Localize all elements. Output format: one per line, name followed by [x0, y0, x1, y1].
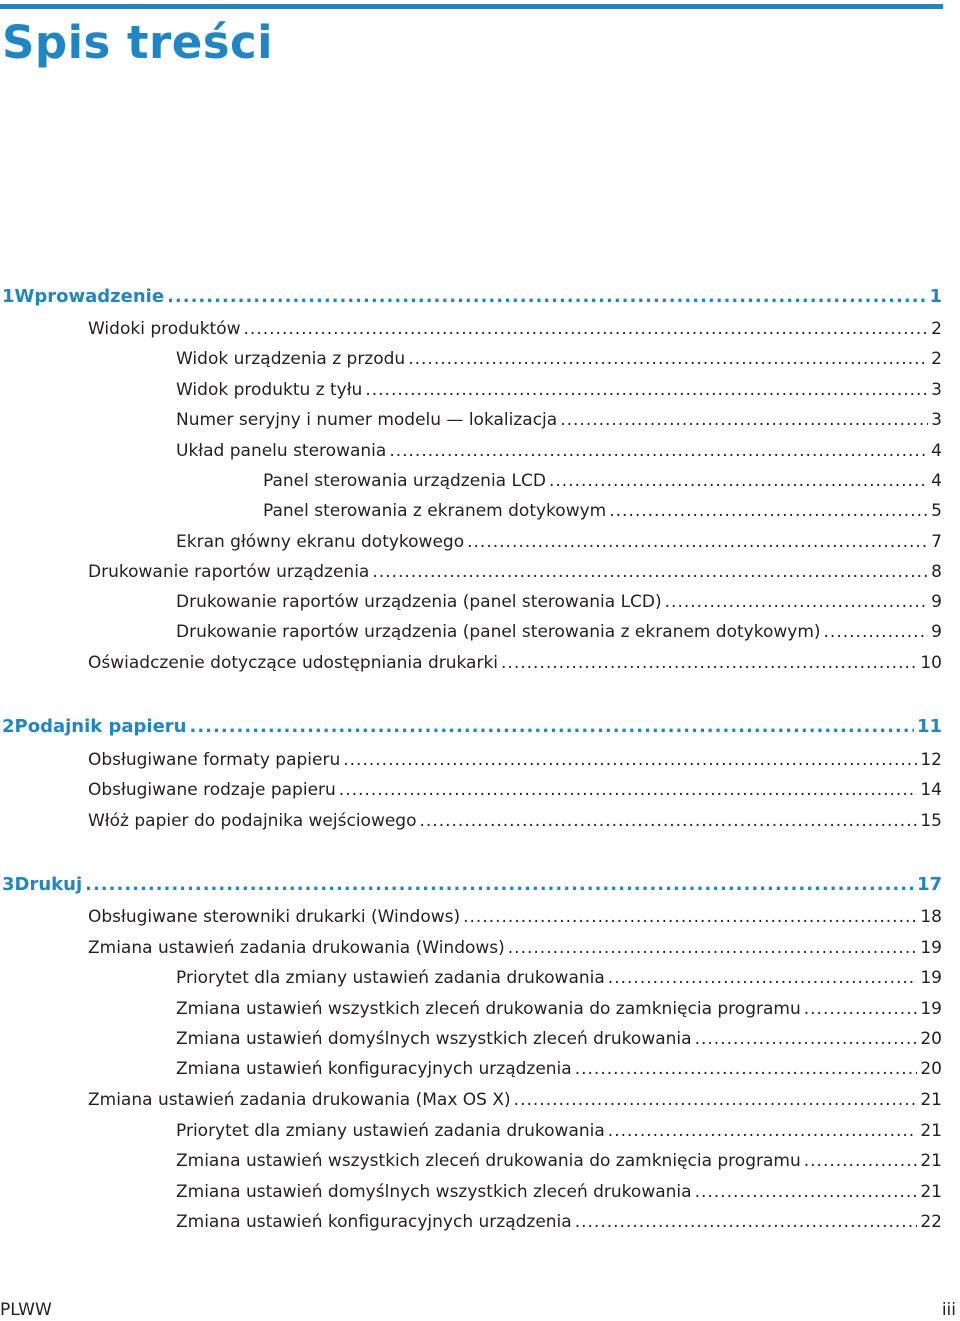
footer-label: PLWW: [0, 1300, 52, 1320]
dot-leader: [824, 619, 929, 645]
dot-leader: [804, 996, 918, 1022]
toc-page-number: 19: [920, 938, 942, 958]
chapter-number: 1: [2, 286, 15, 307]
page-title: Spis treści: [2, 16, 274, 69]
dot-leader: [408, 346, 928, 372]
toc-entry[interactable]: [176, 1118, 942, 1144]
toc-page-number: 19: [920, 968, 942, 988]
toc-page-number: 17: [916, 874, 942, 895]
toc-entry[interactable]: [88, 747, 942, 773]
dot-leader: [467, 529, 928, 555]
toc-entry-label: Ekran główny ekranu dotykowego: [176, 532, 465, 552]
toc-entry-label: Zmiana ustawień konfiguracyjnych urządzenia: [176, 1212, 572, 1232]
toc-entry[interactable]: [263, 498, 942, 524]
toc-page-number: 9: [931, 622, 942, 642]
dot-leader: [463, 904, 917, 930]
toc-page-number: 20: [920, 1059, 942, 1079]
toc-entry-label: Drukowanie raportów urządzenia (panel sterowania z ekranem dotykowym): [176, 622, 821, 642]
dot-leader: [575, 1209, 918, 1235]
toc-chapter-entry[interactable]: [2, 284, 942, 310]
toc-page-number: 19: [920, 999, 942, 1019]
toc-entry-label: Włóż papier do podajnika wejściowego: [88, 811, 417, 831]
toc-entry[interactable]: [263, 468, 942, 494]
dot-leader: [514, 1087, 918, 1113]
toc-entry[interactable]: [176, 1026, 942, 1052]
toc-page-number: 5: [931, 501, 942, 521]
toc-entry[interactable]: [88, 935, 942, 961]
toc-page-number: 1: [929, 286, 942, 307]
toc-entry[interactable]: [176, 589, 942, 615]
toc-entry[interactable]: [176, 438, 942, 464]
toc-page-number: 7: [931, 532, 942, 552]
toc-entry-label: Obsługiwane rodzaje papieru: [88, 780, 336, 800]
toc-entry[interactable]: [176, 377, 942, 403]
dot-leader: [508, 935, 918, 961]
toc-entry-label: Zmiana ustawień wszystkich zleceń drukowania do zamknięcia programu: [176, 1151, 801, 1171]
dot-leader: [575, 1056, 918, 1082]
dot-leader: [665, 589, 929, 615]
toc-entry[interactable]: [176, 965, 942, 991]
toc-page-number: 4: [931, 441, 942, 461]
toc-page-number: 2: [931, 319, 942, 339]
toc-entry[interactable]: [176, 619, 942, 645]
toc-entry-label: Zmiana ustawień domyślnych wszystkich zleceń drukowania: [176, 1029, 692, 1049]
toc-entry[interactable]: [88, 650, 942, 676]
dot-leader: [339, 777, 918, 803]
toc-page-number: 2: [931, 349, 942, 369]
dot-leader: [608, 965, 918, 991]
toc-chapter-entry[interactable]: [2, 872, 942, 898]
toc-page-number: 21: [920, 1151, 942, 1171]
toc-entry-label: Obsługiwane formaty papieru: [88, 750, 341, 770]
toc-entry-label: Układ panelu sterowania: [176, 441, 387, 461]
dot-leader: [560, 407, 928, 433]
toc-entry-label: Zmiana ustawień zadania drukowania (Max OS X): [88, 1090, 511, 1110]
toc-entry[interactable]: [176, 996, 942, 1022]
toc-entry-label: Zmiana ustawień wszystkich zleceń drukowania do zamknięcia programu: [176, 999, 801, 1019]
chapter-number: 2: [2, 716, 15, 737]
toc-entry-label: Zmiana ustawień konfiguracyjnych urządzenia: [176, 1059, 572, 1079]
toc-entry[interactable]: [88, 1087, 942, 1113]
toc-entry-label: Drukowanie raportów urządzenia (panel sterowania LCD): [176, 592, 662, 612]
toc-page-number: 15: [920, 811, 942, 831]
dot-leader: [695, 1179, 918, 1205]
toc-entry-label: Obsługiwane sterowniki drukarki (Windows): [88, 907, 461, 927]
toc-page-number: 9: [931, 592, 942, 612]
toc-entry[interactable]: [88, 316, 942, 342]
toc-entry-label: Zmiana ustawień domyślnych wszystkich zleceń drukowania: [176, 1182, 692, 1202]
dot-leader: [85, 872, 914, 898]
dot-leader: [549, 468, 928, 494]
footer-page-number: iii: [941, 1300, 956, 1320]
dot-leader: [695, 1026, 918, 1052]
dot-leader: [244, 316, 929, 342]
toc-page-number: 14: [920, 780, 942, 800]
toc-entry[interactable]: [176, 346, 942, 372]
dot-leader: [608, 1118, 918, 1144]
toc-entry[interactable]: [88, 904, 942, 930]
toc-entry-label: Priorytet dla zmiany ustawień zadania drukowania: [176, 968, 605, 988]
toc-entry-label: Numer seryjny i numer modelu — lokalizacja: [176, 410, 558, 430]
dot-leader: [372, 559, 928, 585]
toc-page-number: 18: [920, 907, 942, 927]
toc-entry-label: Panel sterowania urządzenia LCD: [263, 471, 546, 491]
chapter-number: 3: [2, 874, 15, 895]
toc-entry[interactable]: [176, 1148, 942, 1174]
dot-leader: [609, 498, 928, 524]
toc-page-number: 21: [920, 1121, 942, 1141]
toc-entry-label: Podajnik papieru: [14, 716, 187, 737]
toc-entry[interactable]: [176, 407, 942, 433]
toc-page-number: 10: [920, 653, 942, 673]
dot-leader: [501, 650, 917, 676]
toc-page-number: 3: [931, 380, 942, 400]
toc-page-number: 21: [920, 1090, 942, 1110]
dot-leader: [365, 377, 928, 403]
toc-entry-label: Drukowanie raportów urządzenia: [88, 562, 370, 582]
dot-leader: [389, 438, 928, 464]
toc-entry[interactable]: [88, 777, 942, 803]
toc-entry-label: Drukuj: [14, 874, 83, 895]
toc-page-number: 8: [931, 562, 942, 582]
toc-entry[interactable]: [176, 529, 942, 555]
toc-chapter-entry[interactable]: [2, 714, 942, 740]
dot-leader: [190, 714, 914, 740]
toc-entry[interactable]: [176, 1056, 942, 1082]
toc-page-number: 20: [920, 1029, 942, 1049]
toc-page-number: 4: [931, 471, 942, 491]
toc-page-number: 11: [916, 716, 942, 737]
toc-entry-label: Priorytet dla zmiany ustawień zadania drukowania: [176, 1121, 605, 1141]
toc-entry-label: Oświadczenie dotyczące udostępniania drukarki: [88, 653, 499, 673]
toc-page-number: 3: [931, 410, 942, 430]
dot-leader: [343, 747, 917, 773]
toc-page-number: 22: [920, 1212, 942, 1232]
toc-entry-label: Panel sterowania z ekranem dotykowym: [263, 501, 607, 521]
toc-entry[interactable]: [176, 1179, 942, 1205]
toc-entry-label: Widok urządzenia z przodu: [176, 349, 406, 369]
toc-entry-label: Widok produktu z tyłu: [176, 380, 363, 400]
toc-page-number: 21: [920, 1182, 942, 1202]
toc-entry-label: Widoki produktów: [88, 319, 241, 339]
toc-entry[interactable]: [88, 559, 942, 585]
toc-entry[interactable]: [176, 1209, 942, 1235]
toc-entry-label: Wprowadzenie: [14, 286, 165, 307]
dot-leader: [167, 284, 926, 310]
dot-leader: [804, 1148, 918, 1174]
toc-entry[interactable]: [88, 808, 942, 834]
toc-entry-label: Zmiana ustawień zadania drukowania (Windows): [88, 938, 505, 958]
dot-leader: [420, 808, 918, 834]
toc-page-number: 12: [920, 750, 942, 770]
